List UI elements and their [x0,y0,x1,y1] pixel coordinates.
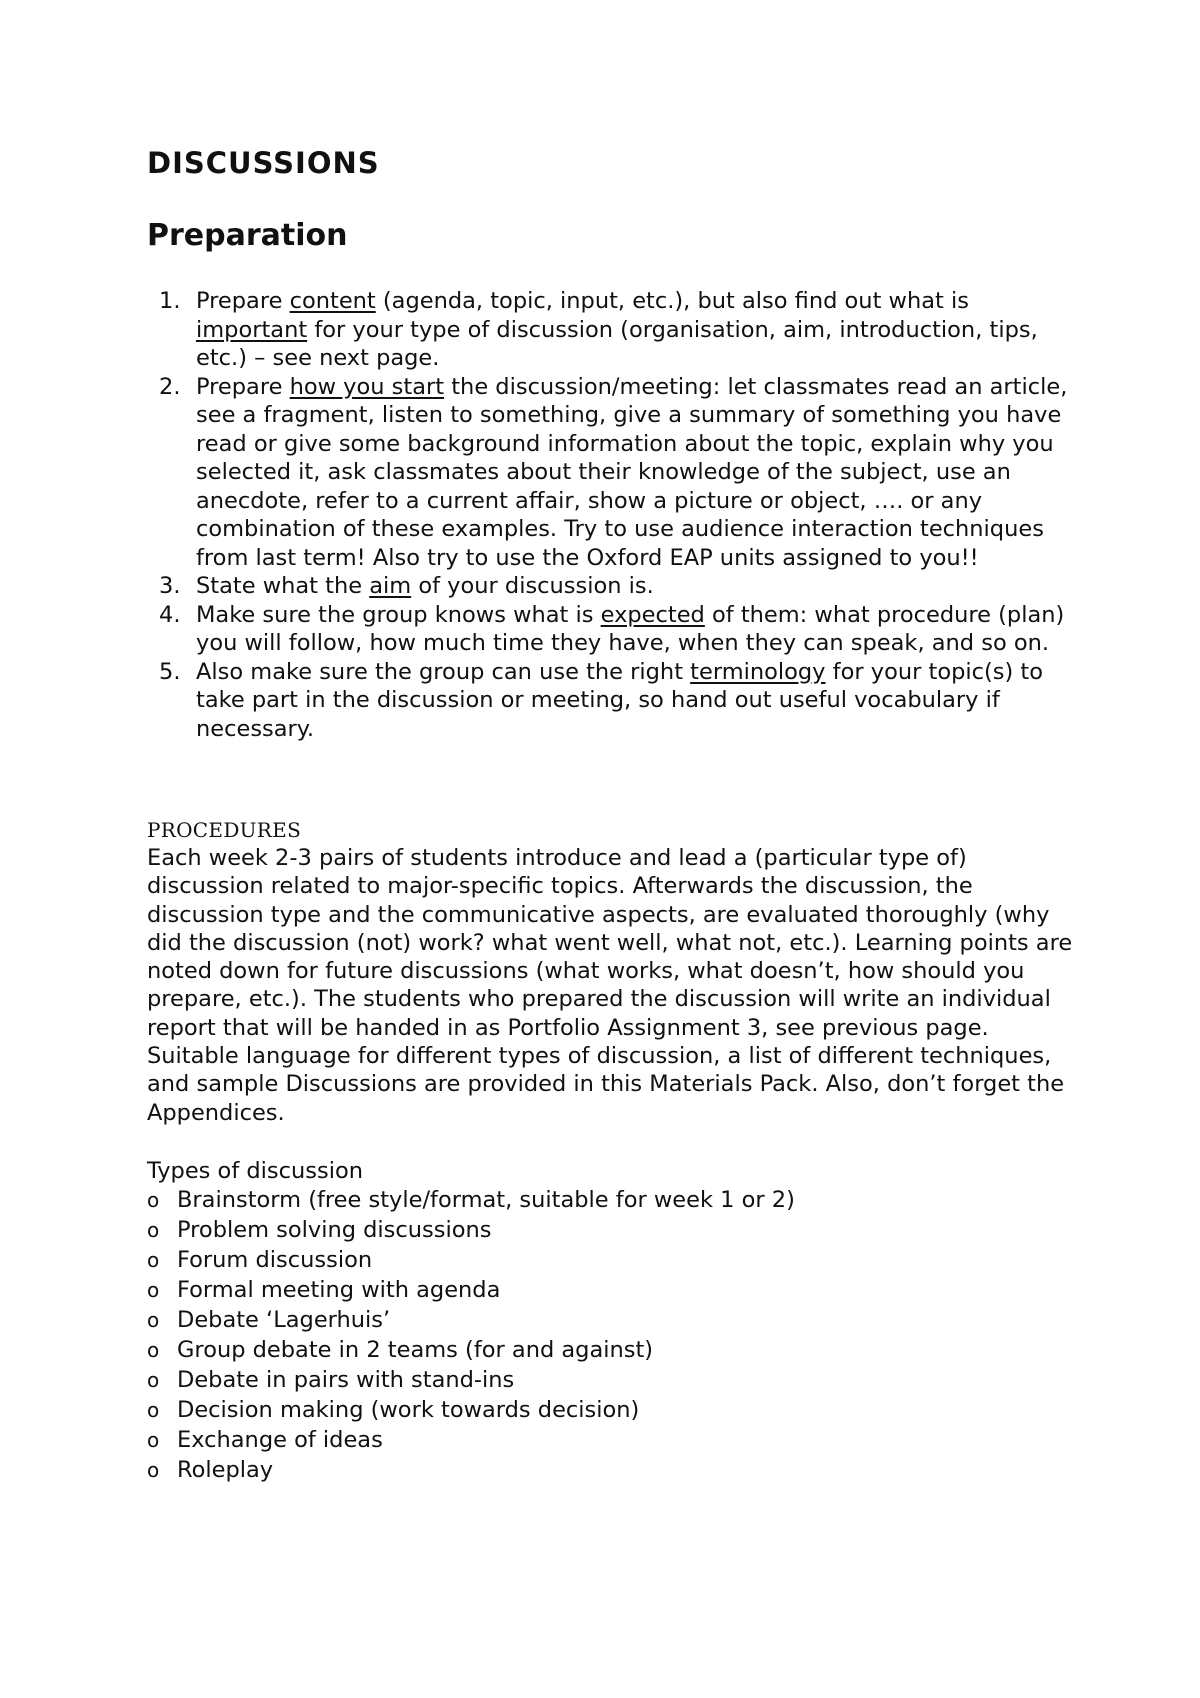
step-text: of your discussion is. [411,573,654,599]
step-number: 5. [159,658,181,685]
preparation-step [147,287,1077,373]
discussion-type-label: Problem solving discussions [177,1216,492,1243]
step-number: 2. [159,373,181,400]
step-number: 4. [159,601,181,628]
discussion-type-label: Debate ‘Lagerhuis’ [177,1306,391,1333]
discussion-type-label: Decision making (work towards decision) [177,1396,640,1423]
preparation-step [147,601,1077,658]
step-text: State what the [196,573,370,599]
bullet-icon: o [147,1247,160,1272]
discussion-type-label: Forum discussion [177,1246,373,1273]
step-text: for your topic(s) to take part in the discussion or meeting, so hand out useful vocabulary if necessary. [196,658,1044,742]
step-text: for your type of discussion (organisation, aim, introduction, tips, etc.) – see next page. [196,316,1038,371]
discussion-type-label: Brainstorm (free style/format, suitable for week 1 or 2) [177,1186,795,1213]
procedures-paragraph: Suitable language for different types of discussion, a list of different techniques, and sample Discussions are provided in this Materials Pack. Also, don’t forget the Appendices. [147,1043,1065,1126]
discussion-type-label: Formal meeting with agenda [177,1276,501,1303]
bullet-icon: o [147,1367,160,1392]
step-emphasis: important [196,316,308,343]
step-text: Make sure the group knows what is [196,601,601,628]
bullet-icon: o [147,1427,160,1452]
preparation-step [147,658,1077,744]
discussion-type-item [147,1305,1077,1335]
discussion-type-item [147,1245,1077,1275]
discussion-type-label: Exchange of ideas [177,1426,383,1453]
discussion-type-item [147,1275,1077,1305]
discussion-type-label: Group debate in 2 teams (for and against) [177,1336,654,1363]
step-number: 3. [159,573,181,599]
bullet-icon: o [147,1457,160,1482]
discussion-type-item [147,1365,1077,1395]
preparation-steps-list [147,287,1077,743]
bullet-icon: o [147,1307,160,1332]
section-title-preparation: Preparation [147,218,348,253]
preparation-step [147,572,1077,601]
bullet-icon: o [147,1217,160,1242]
discussion-type-item [147,1335,1077,1365]
discussion-type-item [147,1455,1077,1485]
discussion-type-item [147,1185,1077,1215]
discussion-type-label: Roleplay [177,1456,274,1483]
step-emphasis: how you start [289,373,445,400]
step-text: Prepare [196,373,290,400]
bullet-icon: o [147,1277,160,1302]
document-content [147,145,1077,1485]
discussion-types-list [147,1185,1077,1485]
discussion-type-item [147,1395,1077,1425]
step-number: 1. [159,288,181,314]
procedures-heading: PROCEDURES [147,818,302,842]
step-emphasis: expected [600,601,705,628]
step-text: (agenda, topic, input, etc.), but also find out what is [375,288,969,314]
step-text: the discussion/meeting: let classmates read an article, see a fragment, listen to something, give a summary of something you have read or give some background information about the topic, explain why you selected it, ask classmates about their knowledge of the subject, use an anecdote, refer to a current affair, show a picture or object, …. or any combination of these examples. Try to use audience interaction techniques from last term! Also try to use the Oxford EAP units assigned to you!! [196,373,1068,571]
preparation-step [147,373,1077,573]
discussion-type-item [147,1425,1077,1455]
bullet-icon: o [147,1397,160,1422]
step-emphasis: aim [369,573,412,599]
step-text: of them: what procedure (plan) you will follow, how much time they have, when they can speak, and so on. [196,601,1065,656]
step-emphasis: content [289,288,376,314]
discussion-type-label: Debate in pairs with stand-ins [177,1366,515,1393]
procedures-paragraph: Each week 2-3 pairs of students introduce and lead a (particular type of) discussion related to major-specific topics. Afterwards the discussion, the discussion type and the communicative aspects, are evaluated thoroughly (why did the discussion (not) work? what went well, what not, etc.). Learning points are noted down for future discussions (what works, what doesn’t, how should you prepare, etc.). The students who prepared the discussion will write an individual report that will be handed in as Portfolio Assignment 3, see previous page. [147,845,1073,1041]
bullet-icon: o [147,1187,160,1212]
discussion-type-item [147,1215,1077,1245]
step-text: Prepare [196,288,290,314]
step-emphasis: terminology [690,658,826,685]
document-title: DISCUSSIONS [147,146,380,180]
bullet-icon: o [147,1337,160,1362]
step-text: Also make sure the group can use the right [196,658,691,685]
types-of-discussion-heading: Types of discussion [147,1157,364,1184]
